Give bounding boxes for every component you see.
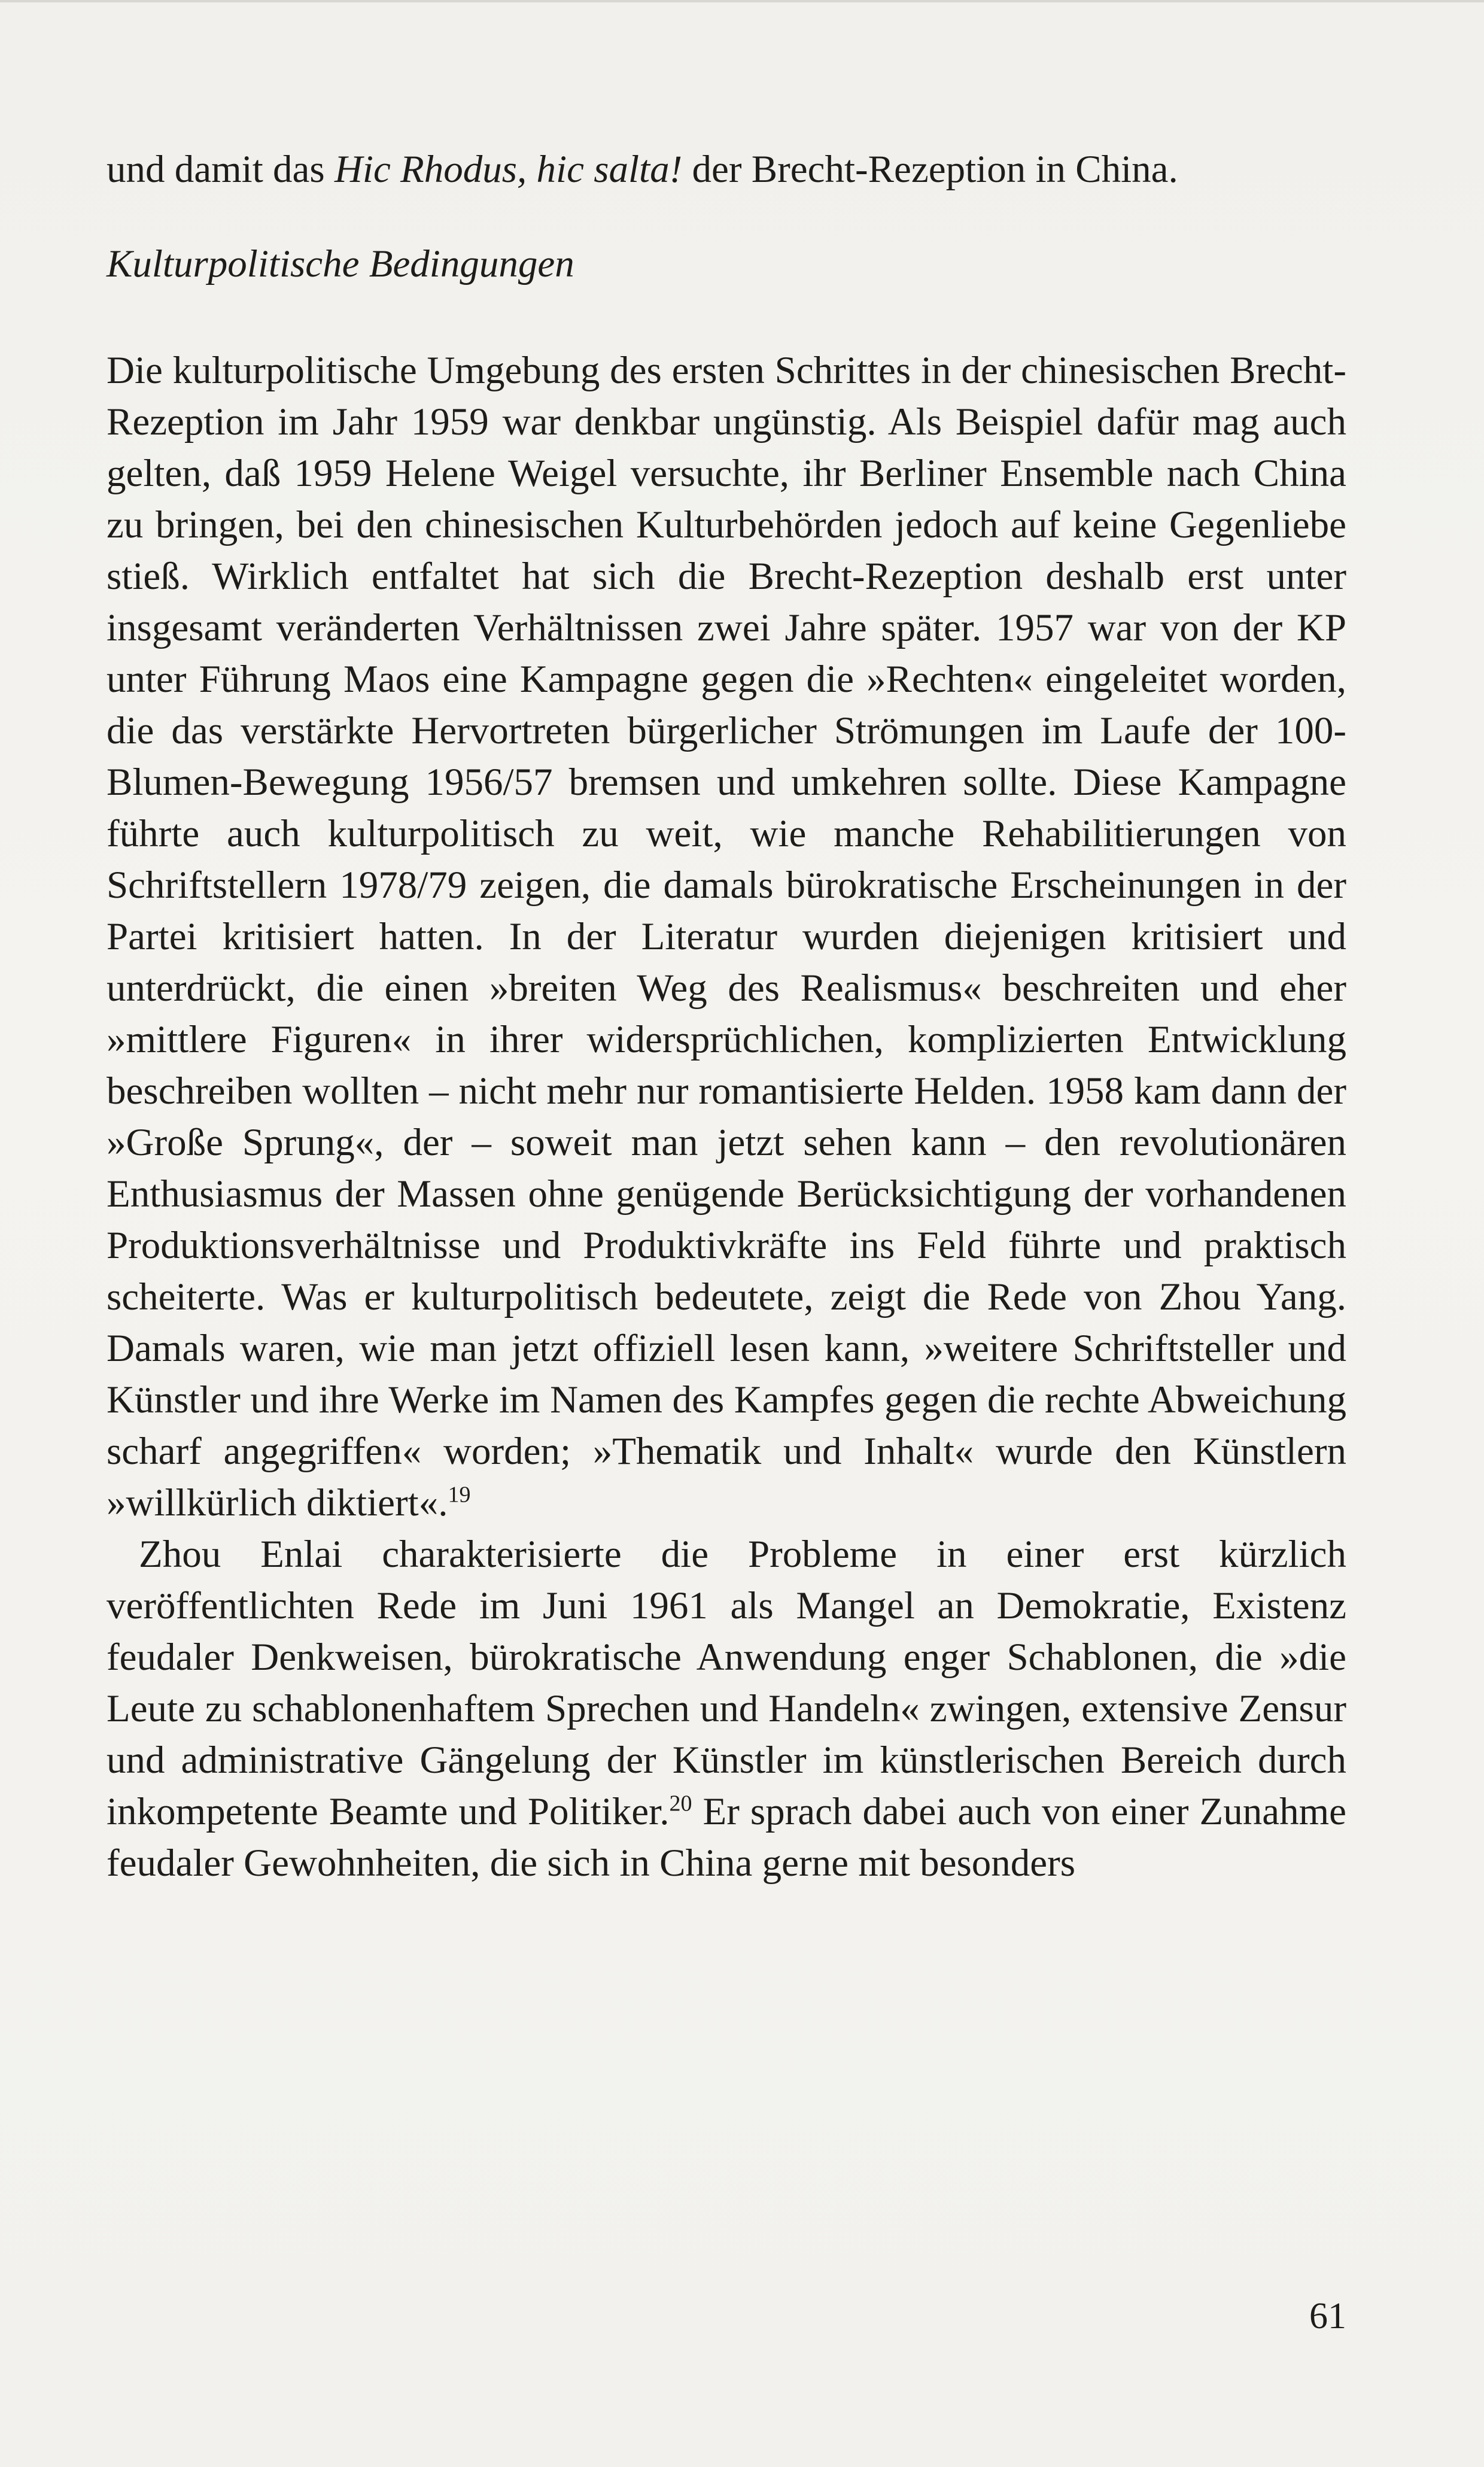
- section-heading: Kulturpolitische Bedingungen: [107, 242, 574, 285]
- paragraph-2-text-after: Er sprach dabei auch von einer Zunahme feudaler Gewohnheiten, die sich in China gerne mit besonders: [107, 1790, 1346, 1885]
- opening-paragraph: [107, 144, 1346, 195]
- page-top-edge: [0, 0, 1484, 2]
- footnote-marker-19: 19: [448, 1482, 471, 1508]
- footnote-marker-20: 20: [669, 1791, 692, 1816]
- latin-phrase: Hic Rhodus, hic salta!: [334, 148, 683, 191]
- paragraph-1-text: Die kulturpolitische Umgebung des ersten Schrittes in der chinesischen Brecht-Rezeption im Jahr 1959 war denkbar ungünstig. Als Beispiel dafür mag auch gelten, daß 1959 Helene Weigel versuchte, ihr Berliner Ensemble nach China zu bringen, bei den chinesischen Kulturbehörden jedoch auf keine Gegenliebe stieß. Wirklich entfaltet hat sich die Brecht-Rezeption deshalb erst unter insgesamt veränderten Verhältnissen zwei Jahre später. 1957 war von der KP unter Führung Maos eine Kampagne gegen die »Rechten« eingeleitet worden, die das verstärkte Hervortreten bürgerlicher Strömungen im Laufe der 100-Blumen-Bewegung 1956/57 bremsen und umkehren sollte. Diese Kampagne führte auch kulturpolitisch zu weit, wie manche Rehabilitierungen von Schriftstellern 1978/79 zeigen, die damals bürokratische Erscheinungen in der Partei kritisiert hatten. In der Literatur wurden diejenigen kritisiert und unterdrückt, die einen »breiten Weg des Realismus« beschreiten und eher »mittlere Figuren« in ihrer widersprüchlichen, komplizierten Entwicklung beschreiben wollten – nicht mehr nur romantisierte Helden. 1958 kam dann der »Große Sprung«, der – soweit man jetzt sehen kann – den revolutionären Enthusiasmus der Massen ohne genügende Berücksichtigung der vorhandenen Produktionsverhältnisse und Produktivkräfte ins Feld führte und praktisch scheiterte. Was er kulturpolitisch bedeutete, zeigt die Rede von Zhou Yang. Damals waren, wie man jetzt offiziell lesen kann, »weitere Schriftsteller und Künstler und ihre Werke im Namen des Kampfes gegen die rechte Abweichung scharf angegriffen« worden; »Thematik und Inhalt« wurde den Künstlern »willkürlich diktiert«.: [107, 349, 1346, 1524]
- paragraph-zhou-enlai: [107, 1529, 1346, 1889]
- opening-text-after: der Brecht-Rezeption in China.: [682, 148, 1178, 191]
- page-number: 61: [1309, 2296, 1346, 2337]
- body-text: [107, 144, 1346, 1889]
- paragraph-2-text-before: Zhou Enlai charakterisierte die Probleme in einer erst kürzlich veröffentlichten Rede im Juni 1961 als Mangel an Demokratie, Existenz feudaler Denkweisen, bürokratische Anwendung enger Schablonen, die »die Leute zu schablonenhaftem Sprechen und Handeln« zwingen, extensive Zensur und administrative Gängelung der Künstler im künstlerischen Bereich durch inkompetente Beamte und Politiker.: [107, 1533, 1346, 1833]
- paragraph-cultural-policy: [107, 345, 1346, 1529]
- opening-text-before: und damit das: [107, 148, 334, 191]
